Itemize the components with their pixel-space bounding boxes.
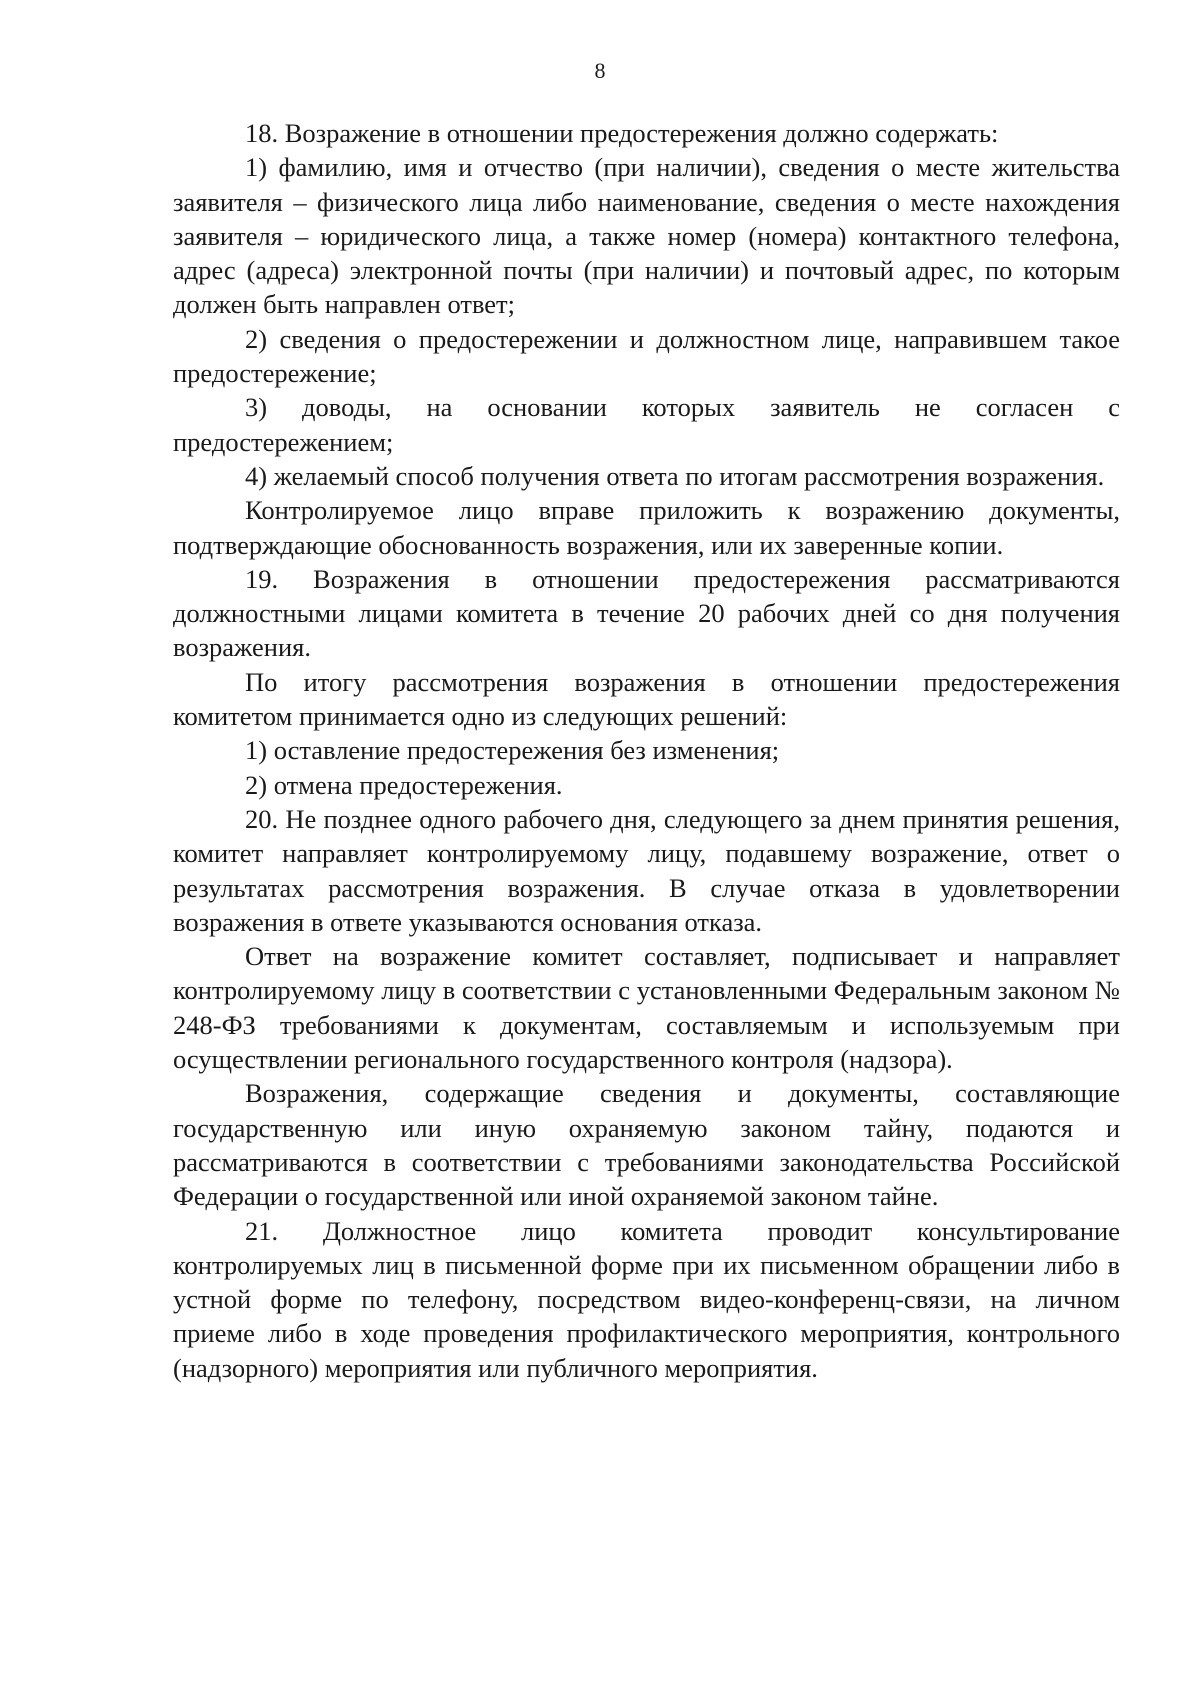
document-body — [173, 116, 1120, 1385]
paragraph-19-decisions-intro: По итогу рассмотрения возражения в отношении предостережения комитетом принимается одно из следующих решений: — [173, 666, 1120, 732]
paragraph-18-item-4: 4) желаемый способ получения ответа по итогам рассмотрения возражения. — [245, 460, 1105, 491]
paragraph-20: 20. Не позднее одного рабочего дня, следующего за днем принятия решения, комитет направляет контролируемому лицу, подавшему возражение, ответ о результатах рассмотрения возражения. В случае отказа в удовлетворении возражения в ответе указываются основания отказа. — [173, 803, 1120, 937]
paragraph-21: 21. Должностное лицо комитета проводит консультирование контролируемых лиц в письменной форме при их письменном обращении либо в устной форме по телефону, посредством видео-конференц-связи, на личном приеме либо в ходе проведения профилактического мероприятия, контрольного (надзорного) мероприятия или публичного мероприятия. — [173, 1215, 1120, 1383]
paragraph-20-answer: Ответ на возражение комитет составляет, подписывает и направляет контролируемому лицу в соответствии с установленными Федеральным законом № 248-ФЗ требованиями к документам, составляемым и используемым при осуществлении регионального государственного контроля (надзора). — [173, 941, 1120, 1075]
paragraph-19-decision-1: 1) оставление предостережения без изменения; — [245, 735, 780, 766]
paragraph-18-item-1: 1) фамилию, имя и отчество (при наличии), сведения о месте жительства заявителя – физического лица либо наименование, сведения о месте нахождения заявителя – юридического лица, а также номер (номера) контактного телефона, адрес (адреса) электронной почты (при наличии) и почтовый адрес, по которым должен быть направлен ответ; — [173, 152, 1120, 320]
page-number: 8 — [594, 58, 606, 83]
paragraph-18-item-2: 2) сведения о предостережении и должностном лице, направившем такое предостережение; — [173, 323, 1120, 389]
paragraph-20-secret: Возражения, содержащие сведения и документы, составляющие государственную или иную охраняемую законом тайну, подаются и рассматриваются в соответствии с требованиями законодательства Российской Федерации о государственной или иной охраняемой законом тайне. — [173, 1078, 1120, 1212]
paragraph-18-intro: 18. Возражение в отношении предостережения должно содержать: — [245, 118, 999, 148]
paragraph-18-item-3: 3) доводы, на основании которых заявитель не согласен с предостережением; — [173, 392, 1120, 457]
paragraph-19-decision-2: 2) отмена предостережения. — [245, 769, 563, 800]
paragraph-attachments: Контролируемое лицо вправе приложить к возражению документы, подтверждающие обоснованность возражения, или их заверенные копии. — [173, 495, 1120, 560]
paragraph-19: 19. Возражения в отношении предостережения рассматриваются должностными лицами комитета в течение 20 рабочих дней со дня получения возражения. — [173, 563, 1120, 663]
